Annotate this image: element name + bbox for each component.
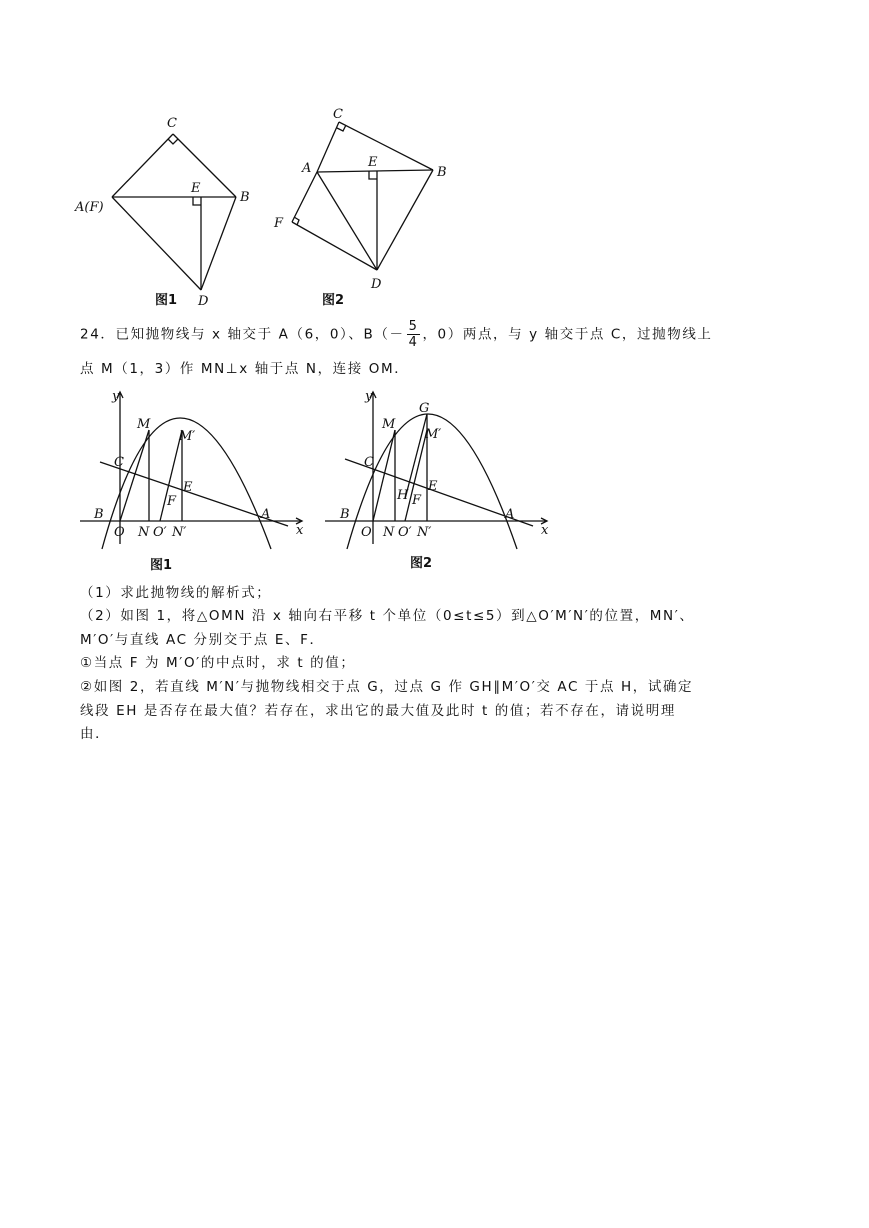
label-f: F xyxy=(274,216,284,231)
label-a: A xyxy=(505,507,515,522)
question-2b-line-3: 由． xyxy=(80,726,111,742)
label-x: x xyxy=(541,523,549,538)
segment-b-d xyxy=(377,170,433,270)
label-e: E xyxy=(368,155,378,170)
label-o: O xyxy=(361,525,372,540)
label-n-prime: N′ xyxy=(172,525,187,540)
segment-f-d xyxy=(292,222,377,270)
right-angle-c xyxy=(168,139,178,144)
figure-caption: 图2 xyxy=(322,293,345,308)
fraction-numerator: 5 xyxy=(408,319,419,334)
label-y: y xyxy=(365,389,373,404)
segment-c-b xyxy=(173,134,236,197)
right-angle-e xyxy=(193,197,201,205)
fraction-five-fourths xyxy=(407,319,421,350)
label-m: M xyxy=(137,417,151,432)
label-f: F xyxy=(167,494,177,509)
label-y: y xyxy=(112,389,120,404)
label-o: O xyxy=(114,525,125,540)
question-1: （1）求此抛物线的解析式； xyxy=(80,585,272,601)
question-2a: ①当点 F 为 M′O′的中点时，求 t 的值； xyxy=(80,655,356,671)
segment-c-a xyxy=(317,122,339,172)
top-figure-1 xyxy=(70,110,270,310)
label-f: F xyxy=(412,493,422,508)
label-e: E xyxy=(183,480,193,495)
label-e: E xyxy=(428,479,438,494)
label-c: C xyxy=(364,455,374,470)
figure-caption: 图2 xyxy=(410,556,433,571)
top-figure-2 xyxy=(265,100,465,310)
problem-intro-text-b: ，0）两点，与 y 轴交于点 C，过抛物线上 xyxy=(422,326,713,343)
segment-om xyxy=(120,430,149,521)
label-m: M xyxy=(382,417,396,432)
label-af: A(F) xyxy=(75,200,104,215)
label-b: B xyxy=(94,507,104,522)
question-2-line-2: M′O′与直线 AC 分别交于点 E、F． xyxy=(80,632,325,648)
segment-a-f xyxy=(292,172,317,222)
label-c: C xyxy=(167,116,177,131)
figure-caption: 图1 xyxy=(155,293,178,308)
graph-figure-1 xyxy=(76,384,316,574)
label-a: A xyxy=(261,507,271,522)
segment-af-d xyxy=(112,197,201,290)
right-angle-e xyxy=(369,171,377,179)
figure-caption: 图1 xyxy=(150,558,173,573)
question-2-line-1: （2）如图 1，将△OMN 沿 x 轴向右平移 t 个单位（0≤t≤5）到△O′M′N′的位置，MN′、 xyxy=(80,608,695,624)
label-x: x xyxy=(296,523,304,538)
label-o-prime: O′ xyxy=(398,525,412,540)
label-h: H xyxy=(397,488,409,503)
label-n: N xyxy=(138,525,150,540)
problem-intro-text-a: 24．已知抛物线与 x 轴交于 A（6，0）、B（－ xyxy=(80,326,405,343)
label-o-prime: O′ xyxy=(153,525,167,540)
question-2b-line-2: 线段 EH 是否存在最大值？若存在，求出它的最大值及此时 t 的值；若不存在，请说明理 xyxy=(80,703,676,719)
label-d: D xyxy=(371,277,382,292)
label-b: B xyxy=(240,190,250,205)
label-e: E xyxy=(191,181,201,196)
fraction-denominator: 4 xyxy=(408,335,419,350)
label-b: B xyxy=(340,507,350,522)
segment-gh xyxy=(405,414,427,499)
segment-a-b xyxy=(317,170,433,172)
label-g: G xyxy=(419,401,430,416)
problem-intro-line-1 xyxy=(80,319,713,350)
segment-a-d xyxy=(317,172,377,270)
segment-c-b xyxy=(339,122,433,170)
segment-b-d xyxy=(201,197,236,290)
label-a: A xyxy=(302,161,312,176)
label-m-prime: M′ xyxy=(425,427,442,442)
label-b: B xyxy=(437,165,447,180)
label-c: C xyxy=(114,455,124,470)
label-d: D xyxy=(198,294,209,309)
label-n: N xyxy=(383,525,395,540)
right-angle-c xyxy=(337,125,346,131)
graph-figure-2 xyxy=(321,384,561,574)
segment-af-c xyxy=(112,134,173,197)
label-m-prime: M′ xyxy=(179,429,196,444)
problem-intro-line-2: 点 M（1，3）作 MN⊥x 轴于点 N，连接 OM． xyxy=(80,361,410,377)
question-2b-line-1: ②如图 2，若直线 M′N′与抛物线相交于点 G，过点 G 作 GH∥M′O′交 AC 于点 H，试确定 xyxy=(80,679,694,695)
label-c: C xyxy=(333,107,343,122)
label-n-prime: N′ xyxy=(417,525,432,540)
